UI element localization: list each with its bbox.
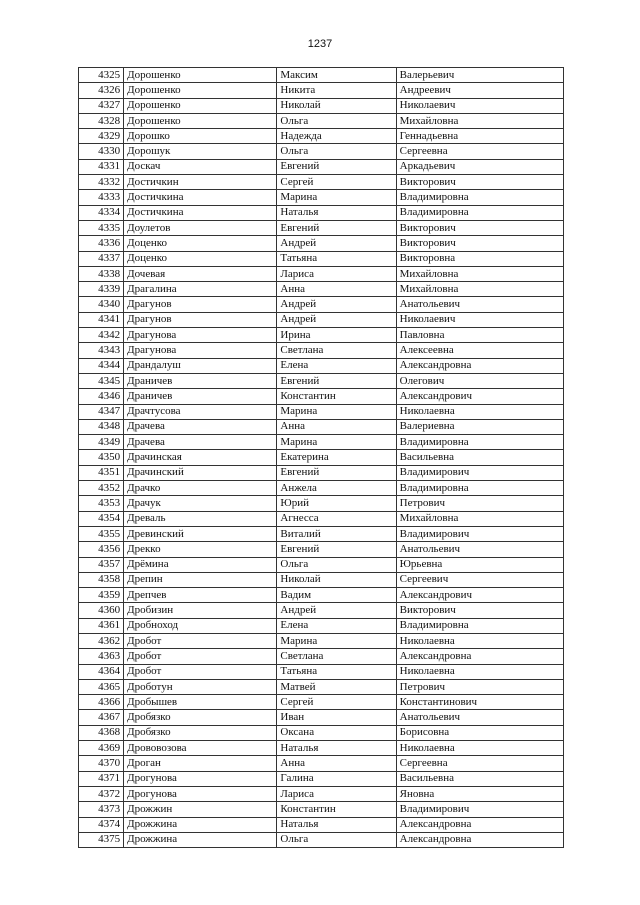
row-number-cell: 4371 [79,771,124,786]
row-number-cell: 4325 [79,68,124,83]
patronymic-cell: Владимировна [396,190,563,205]
row-number-cell: 4365 [79,679,124,694]
table-row [79,129,564,144]
first-name-cell: Татьяна [277,251,396,266]
patronymic-cell: Александрович [396,389,563,404]
row-number-cell: 4339 [79,282,124,297]
patronymic-cell: Анатольевич [396,710,563,725]
roster-body [79,68,564,848]
first-name-cell: Галина [277,771,396,786]
row-number-cell: 4375 [79,832,124,847]
patronymic-cell: Михайловна [396,511,563,526]
patronymic-cell: Сергеевна [396,144,563,159]
table-row [79,817,564,832]
first-name-cell: Марина [277,190,396,205]
last-name-cell: Дрепчев [124,588,277,603]
table-row [79,113,564,128]
table-row [79,83,564,98]
first-name-cell: Ольга [277,832,396,847]
first-name-cell: Оксана [277,725,396,740]
last-name-cell: Драничев [124,373,277,388]
patronymic-cell: Михайловна [396,282,563,297]
last-name-cell: Драгунова [124,343,277,358]
row-number-cell: 4335 [79,220,124,235]
table-row [79,144,564,159]
last-name-cell: Драндалуш [124,358,277,373]
first-name-cell: Светлана [277,649,396,664]
row-number-cell: 4369 [79,741,124,756]
last-name-cell: Драгунов [124,312,277,327]
table-row [79,526,564,541]
patronymic-cell: Владимировна [396,481,563,496]
patronymic-cell: Александровна [396,832,563,847]
patronymic-cell: Валерьевич [396,68,563,83]
last-name-cell: Дорошенко [124,113,277,128]
row-number-cell: 4327 [79,98,124,113]
last-name-cell: Дорошко [124,129,277,144]
first-name-cell: Наталья [277,205,396,220]
last-name-cell: Дробот [124,664,277,679]
first-name-cell: Максим [277,68,396,83]
table-row [79,496,564,511]
first-name-cell: Иван [277,710,396,725]
patronymic-cell: Петрович [396,496,563,511]
row-number-cell: 4372 [79,786,124,801]
patronymic-cell: Александровна [396,817,563,832]
first-name-cell: Евгений [277,465,396,480]
first-name-cell: Николай [277,98,396,113]
row-number-cell: 4368 [79,725,124,740]
patronymic-cell: Валериевна [396,419,563,434]
table-row [79,220,564,235]
row-number-cell: 4337 [79,251,124,266]
last-name-cell: Дрожжина [124,817,277,832]
table-row [79,618,564,633]
first-name-cell: Екатерина [277,450,396,465]
first-name-cell: Лариса [277,786,396,801]
table-row [79,419,564,434]
row-number-cell: 4373 [79,802,124,817]
patronymic-cell: Сергеевич [396,572,563,587]
table-row [79,435,564,450]
last-name-cell: Драчтусова [124,404,277,419]
row-number-cell: 4355 [79,526,124,541]
last-name-cell: Доулетов [124,220,277,235]
patronymic-cell: Михайловна [396,266,563,281]
first-name-cell: Елена [277,358,396,373]
patronymic-cell: Васильевна [396,771,563,786]
last-name-cell: Дроботун [124,679,277,694]
table-row [79,236,564,251]
first-name-cell: Андрей [277,236,396,251]
row-number-cell: 4347 [79,404,124,419]
patronymic-cell: Владимировна [396,618,563,633]
table-row [79,832,564,847]
patronymic-cell: Николаевна [396,404,563,419]
patronymic-cell: Николаевич [396,98,563,113]
patronymic-cell: Петрович [396,679,563,694]
table-row [79,588,564,603]
patronymic-cell: Олегович [396,373,563,388]
last-name-cell: Драчева [124,419,277,434]
row-number-cell: 4364 [79,664,124,679]
table-row [79,633,564,648]
first-name-cell: Анжела [277,481,396,496]
page-number: 1237 [307,38,333,50]
last-name-cell: Дрожжин [124,802,277,817]
first-name-cell: Евгений [277,373,396,388]
row-number-cell: 4358 [79,572,124,587]
first-name-cell: Евгений [277,542,396,557]
patronymic-cell: Викторович [396,220,563,235]
last-name-cell: Драгунов [124,297,277,312]
table-row [79,557,564,572]
first-name-cell: Евгений [277,159,396,174]
first-name-cell: Анна [277,282,396,297]
row-number-cell: 4353 [79,496,124,511]
table-row [79,465,564,480]
row-number-cell: 4356 [79,542,124,557]
first-name-cell: Никита [277,83,396,98]
last-name-cell: Дрекко [124,542,277,557]
last-name-cell: Достичкина [124,205,277,220]
row-number-cell: 4333 [79,190,124,205]
table-row [79,802,564,817]
last-name-cell: Дробот [124,649,277,664]
table-row [79,572,564,587]
first-name-cell: Николай [277,572,396,587]
first-name-cell: Марина [277,404,396,419]
patronymic-cell: Александровна [396,649,563,664]
row-number-cell: 4343 [79,343,124,358]
patronymic-cell: Николаевна [396,664,563,679]
patronymic-cell: Яновна [396,786,563,801]
last-name-cell: Достичкина [124,190,277,205]
row-number-cell: 4360 [79,603,124,618]
last-name-cell: Дробноход [124,618,277,633]
last-name-cell: Древинский [124,526,277,541]
patronymic-cell: Павловна [396,328,563,343]
first-name-cell: Ольга [277,557,396,572]
patronymic-cell: Владимирович [396,802,563,817]
patronymic-cell: Алексеевна [396,343,563,358]
table-row [79,649,564,664]
first-name-cell: Анна [277,756,396,771]
last-name-cell: Дорошенко [124,98,277,113]
row-number-cell: 4370 [79,756,124,771]
table-row [79,68,564,83]
table-row [79,786,564,801]
patronymic-cell: Николаевич [396,312,563,327]
last-name-cell: Дрогунова [124,786,277,801]
table-row [79,771,564,786]
first-name-cell: Агнесса [277,511,396,526]
first-name-cell: Андрей [277,312,396,327]
row-number-cell: 4331 [79,159,124,174]
last-name-cell: Драчук [124,496,277,511]
row-number-cell: 4330 [79,144,124,159]
table-row [79,159,564,174]
table-row [79,481,564,496]
patronymic-cell: Владимировна [396,435,563,450]
row-number-cell: 4359 [79,588,124,603]
table-row [79,282,564,297]
patronymic-cell: Викторович [396,603,563,618]
last-name-cell: Дорошенко [124,68,277,83]
row-number-cell: 4362 [79,633,124,648]
last-name-cell: Дрепин [124,572,277,587]
first-name-cell: Андрей [277,297,396,312]
patronymic-cell: Александрович [396,588,563,603]
table-row [79,205,564,220]
first-name-cell: Елена [277,618,396,633]
patronymic-cell: Владимировна [396,205,563,220]
first-name-cell: Матвей [277,679,396,694]
last-name-cell: Драчко [124,481,277,496]
last-name-cell: Дроган [124,756,277,771]
patronymic-cell: Васильевна [396,450,563,465]
row-number-cell: 4329 [79,129,124,144]
row-number-cell: 4352 [79,481,124,496]
table-row [79,450,564,465]
table-row [79,679,564,694]
last-name-cell: Дробязко [124,725,277,740]
first-name-cell: Константин [277,802,396,817]
first-name-cell: Ольга [277,113,396,128]
table-row [79,358,564,373]
row-number-cell: 4332 [79,175,124,190]
last-name-cell: Драчева [124,435,277,450]
last-name-cell: Достичкин [124,175,277,190]
row-number-cell: 4328 [79,113,124,128]
row-number-cell: 4351 [79,465,124,480]
last-name-cell: Дорошенко [124,83,277,98]
first-name-cell: Сергей [277,175,396,190]
row-number-cell: 4374 [79,817,124,832]
first-name-cell: Надежда [277,129,396,144]
patronymic-cell: Андреевич [396,83,563,98]
roster-table [78,67,564,848]
last-name-cell: Доценко [124,251,277,266]
first-name-cell: Марина [277,633,396,648]
first-name-cell: Ирина [277,328,396,343]
table-row [79,603,564,618]
first-name-cell: Татьяна [277,664,396,679]
last-name-cell: Драчинский [124,465,277,480]
first-name-cell: Наталья [277,741,396,756]
last-name-cell: Драчинская [124,450,277,465]
row-number-cell: 4366 [79,695,124,710]
patronymic-cell: Константинович [396,695,563,710]
row-number-cell: 4367 [79,710,124,725]
table-row [79,664,564,679]
patronymic-cell: Викторович [396,236,563,251]
last-name-cell: Дробот [124,633,277,648]
patronymic-cell: Викторовна [396,251,563,266]
last-name-cell: Дочевая [124,266,277,281]
table-row [79,725,564,740]
patronymic-cell: Александровна [396,358,563,373]
row-number-cell: 4357 [79,557,124,572]
row-number-cell: 4346 [79,389,124,404]
first-name-cell: Наталья [277,817,396,832]
row-number-cell: 4363 [79,649,124,664]
last-name-cell: Дрёмина [124,557,277,572]
row-number-cell: 4350 [79,450,124,465]
last-name-cell: Дрогунова [124,771,277,786]
first-name-cell: Виталий [277,526,396,541]
patronymic-cell: Юрьевна [396,557,563,572]
patronymic-cell: Анатольевич [396,542,563,557]
patronymic-cell: Викторович [396,175,563,190]
patronymic-cell: Борисовна [396,725,563,740]
table-row [79,511,564,526]
table-row [79,756,564,771]
last-name-cell: Дробышев [124,695,277,710]
last-name-cell: Доскач [124,159,277,174]
table-row [79,266,564,281]
patronymic-cell: Геннадьевна [396,129,563,144]
first-name-cell: Константин [277,389,396,404]
first-name-cell: Лариса [277,266,396,281]
table-row [79,190,564,205]
first-name-cell: Евгений [277,220,396,235]
last-name-cell: Древаль [124,511,277,526]
row-number-cell: 4361 [79,618,124,633]
last-name-cell: Дорошук [124,144,277,159]
patronymic-cell: Сергеевна [396,756,563,771]
first-name-cell: Юрий [277,496,396,511]
last-name-cell: Драничев [124,389,277,404]
patronymic-cell: Анатольевич [396,297,563,312]
last-name-cell: Доценко [124,236,277,251]
table-row [79,328,564,343]
last-name-cell: Драгунова [124,328,277,343]
last-name-cell: Дробизин [124,603,277,618]
row-number-cell: 4345 [79,373,124,388]
table-row [79,343,564,358]
table-row [79,542,564,557]
patronymic-cell: Владимирович [396,526,563,541]
table-row [79,710,564,725]
table-row [79,741,564,756]
patronymic-cell: Михайловна [396,113,563,128]
row-number-cell: 4344 [79,358,124,373]
row-number-cell: 4354 [79,511,124,526]
table-row [79,404,564,419]
table-row [79,297,564,312]
first-name-cell: Марина [277,435,396,450]
patronymic-cell: Николаевна [396,633,563,648]
row-number-cell: 4336 [79,236,124,251]
table-row [79,251,564,266]
row-number-cell: 4334 [79,205,124,220]
row-number-cell: 4348 [79,419,124,434]
row-number-cell: 4338 [79,266,124,281]
first-name-cell: Анна [277,419,396,434]
first-name-cell: Светлана [277,343,396,358]
row-number-cell: 4342 [79,328,124,343]
last-name-cell: Дрововозова [124,741,277,756]
table-row [79,373,564,388]
last-name-cell: Драгалина [124,282,277,297]
patronymic-cell: Николаевна [396,741,563,756]
table-row [79,175,564,190]
first-name-cell: Андрей [277,603,396,618]
last-name-cell: Дробязко [124,710,277,725]
table-row [79,98,564,113]
row-number-cell: 4341 [79,312,124,327]
first-name-cell: Вадим [277,588,396,603]
row-number-cell: 4326 [79,83,124,98]
row-number-cell: 4340 [79,297,124,312]
last-name-cell: Дрожжина [124,832,277,847]
table-row [79,312,564,327]
row-number-cell: 4349 [79,435,124,450]
first-name-cell: Ольга [277,144,396,159]
table-row [79,695,564,710]
first-name-cell: Сергей [277,695,396,710]
table-row [79,389,564,404]
patronymic-cell: Аркадьевич [396,159,563,174]
patronymic-cell: Владимирович [396,465,563,480]
